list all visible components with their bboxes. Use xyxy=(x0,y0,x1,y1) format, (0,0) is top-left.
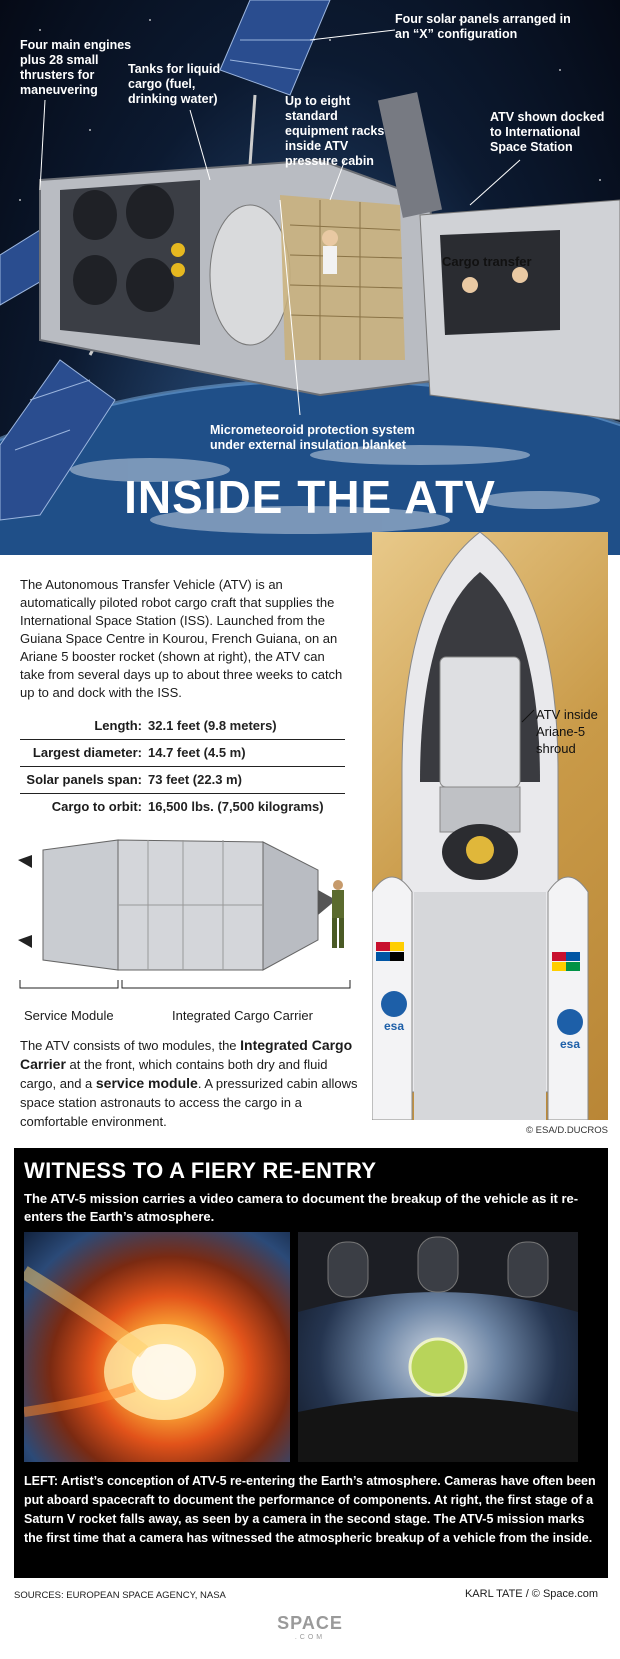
saturn-v-stage-separation-photo xyxy=(298,1232,578,1462)
solar-panel-top xyxy=(220,0,330,95)
reentry-section xyxy=(14,1148,608,1578)
spec-label: Length: xyxy=(94,718,142,733)
description-text: The ATV consists of two modules, the xyxy=(20,1038,241,1053)
description-text: at the front, which contains both dry and fluid cargo, and a xyxy=(20,1057,328,1091)
atv-side-view-illustration xyxy=(18,820,358,1010)
description-emphasis: Integrated Cargo Carrier xyxy=(20,1037,353,1072)
ariane-rocket-panel xyxy=(372,532,608,1120)
callout-micrometeoroid: Micrometeoroid protection system under external insulation blanket xyxy=(210,423,415,452)
description-text: . A pressurized cabin allows space station astronauts to access the cargo in a comfortable environment. xyxy=(20,1076,358,1129)
spec-value: 73 feet (22.3 m) xyxy=(148,772,242,787)
spec-row xyxy=(20,767,345,794)
service-module-label: Service Module xyxy=(24,1008,114,1023)
spec-label: Largest diameter: xyxy=(32,745,142,760)
modules-description xyxy=(20,1036,358,1131)
esa-logo: esa xyxy=(383,1019,405,1033)
spec-value: 32.1 feet (9.8 meters) xyxy=(148,718,277,733)
esa-logo: esa xyxy=(559,1037,581,1051)
spec-row xyxy=(20,794,345,820)
hero-illustration xyxy=(0,0,620,555)
image-credit: © ESA/D.DUCROS xyxy=(526,1125,608,1136)
callout-docked: ATV shown docked to International Space Station xyxy=(490,110,605,154)
reentry-title: WITNESS TO A FIERY RE-ENTRY xyxy=(24,1158,377,1183)
spec-label: Cargo to orbit: xyxy=(51,799,142,814)
spec-value: 16,500 lbs. (7,500 kilograms) xyxy=(148,799,324,814)
callout-racks: Up to eight standard equipment racks inside ATV pressure cabin xyxy=(285,94,385,168)
description-emphasis: service module xyxy=(95,1075,198,1091)
callout-solar-panels: Four solar panels arranged in an “X” configuration xyxy=(395,12,571,41)
reentry-subtitle: The ATV-5 mission carries a video camera to document the breakup of the vehicle as it re-enters the Earth’s atmosphere. xyxy=(24,1191,579,1224)
intro-paragraph: The Autonomous Transfer Vehicle (ATV) is an automatically piloted robot cargo craft that supplies the International Space Station (ISS). Launched from the Guiana Space Centre in Kourou, French Guiana, on an Ariane 5 booster rocket (shown at right), the ATV can take from several days up to about three weeks to catch up to and dock with the ISS. xyxy=(20,577,343,700)
author-credit: KARL TATE / © Space.com xyxy=(464,1588,598,1600)
spec-row xyxy=(20,740,345,767)
spec-value: 14.7 feet (4.5 m) xyxy=(148,745,246,760)
reentry-artwork xyxy=(24,1232,290,1462)
atv-body xyxy=(40,160,440,395)
callout-engines: Four main engines plus 28 small thrusters for maneuvering xyxy=(20,38,132,97)
cargo-carrier-label: Integrated Cargo Carrier xyxy=(172,1008,313,1023)
spec-label: Solar panels span: xyxy=(26,772,142,787)
space-com-logo xyxy=(0,1613,620,1641)
callout-cargo-transfer: Cargo transfer xyxy=(442,254,532,269)
specs-table xyxy=(20,713,345,820)
logo-wordmark: SPACE xyxy=(277,1613,343,1633)
callout-tanks: Tanks for liquid cargo (fuel, drinking water) xyxy=(128,62,221,106)
ariane-rocket-illustration xyxy=(372,532,608,1120)
page-title: INSIDE THE ATV xyxy=(124,471,496,523)
spec-row xyxy=(20,713,345,740)
rocket-callout-label: ATV inside Ariane-5 shroud xyxy=(536,707,598,756)
sources: SOURCES: EUROPEAN SPACE AGENCY, NASA xyxy=(14,1590,226,1601)
logo-suffix: .COM xyxy=(294,1634,326,1641)
reentry-fireball xyxy=(24,1232,290,1462)
reentry-caption: LEFT: Artist’s conception of ATV-5 re-entering the Earth’s atmosphere. Cameras have often been put aboard spacecraft to document the performance of components. At right, the first stage of a Saturn V rocket falls away, as seen by a camera in the second stage. The ATV-5 mission marks the first time that a camera has witnessed the atmospheric breakup of a vehicle from the inside. xyxy=(24,1474,596,1545)
stage-separation-view xyxy=(298,1232,578,1462)
